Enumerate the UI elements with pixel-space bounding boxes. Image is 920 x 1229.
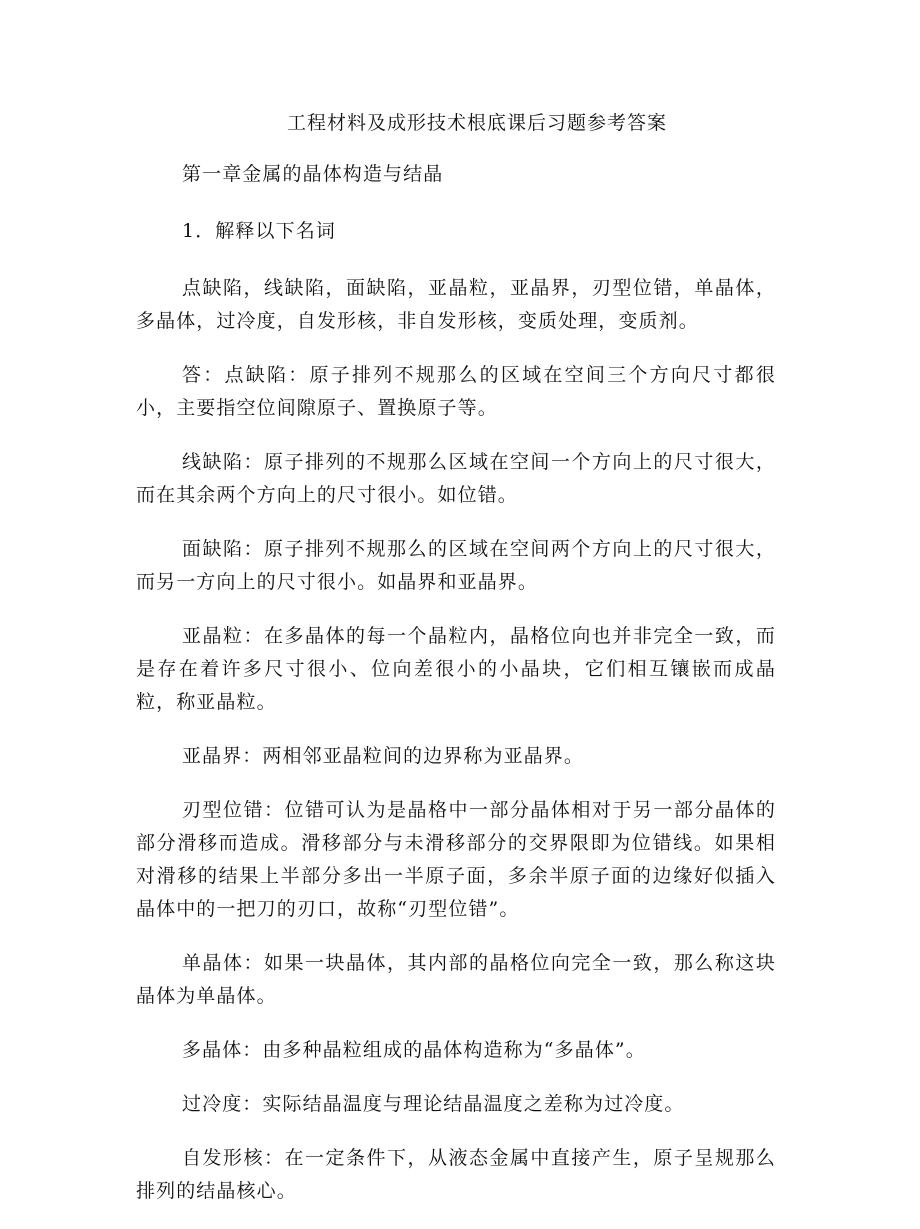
answer-undercooling: 过冷度：实际结晶温度与理论结晶温度之差称为过冷度。 bbox=[182, 1093, 685, 1115]
answer-subgrain: 亚晶粒：在多晶体的每一个晶粒内，晶格位向也并非完全一致，而是存在着许多尺寸很小、位向差很小的小晶块，它们相互镶嵌而成晶粒，称亚晶粒。 bbox=[136, 625, 776, 713]
answer-single-crystal: 单晶体：如果一块晶体，其内部的晶格位向完全一致，那么称这块晶体为单晶体。 bbox=[136, 952, 776, 1007]
answer-subgrain-boundary: 亚晶界：两相邻亚晶粒间的边界称为亚晶界。 bbox=[182, 745, 585, 767]
document-body bbox=[136, 106, 776, 1229]
answer-spontaneous-nucleation: 自发形核：在一定条件下，从液态金属中直接产生，原子呈规那么排列的结晶核心。 bbox=[136, 1147, 776, 1202]
chapter-heading: 第一章金属的晶体构造与结晶 bbox=[182, 163, 444, 185]
answer-plane-defect: 面缺陷：原子排列不规那么的区域在空间两个方向上的尺寸很大，而另一方向上的尺寸很小。如晶界和亚晶界。 bbox=[136, 538, 776, 593]
answer-line-defect: 线缺陷：原子排列的不规那么区域在空间一个方向上的尺寸很大，而在其余两个方向上的尺寸很小。如位错。 bbox=[136, 451, 776, 506]
answer-edge-dislocation: 刃型位错：位错可认为是晶格中一部分晶体相对于另一部分晶体的部分滑移而造成。滑移部分与未滑移部分的交界限即为位错线。如果相对滑移的结果上半部分多出一半原子面，多余半原子面的边缘好似插入晶体中的一把刀的刃口，故称“刃型位错”。 bbox=[136, 799, 776, 920]
answer-point-defect: 答：点缺陷：原子排列不规那么的区域在空间三个方向尺寸都很小，主要指空位间隙原子、置换原子等。 bbox=[136, 364, 776, 419]
document-title: 工程材料及成形技术根底课后习题参考答案 bbox=[286, 112, 667, 134]
answer-polycrystal: 多晶体：由多种晶粒组成的晶体构造称为“多晶体”。 bbox=[182, 1039, 646, 1061]
terms-list-paragraph: 点缺陷，线缺陷，面缺陷，亚晶粒，亚晶界，刃型位错，单晶体，多晶体，过冷度，自发形核，非自发形核，变质处理，变质剂。 bbox=[136, 277, 776, 332]
question-heading: 1．解释以下名词 bbox=[182, 220, 336, 242]
